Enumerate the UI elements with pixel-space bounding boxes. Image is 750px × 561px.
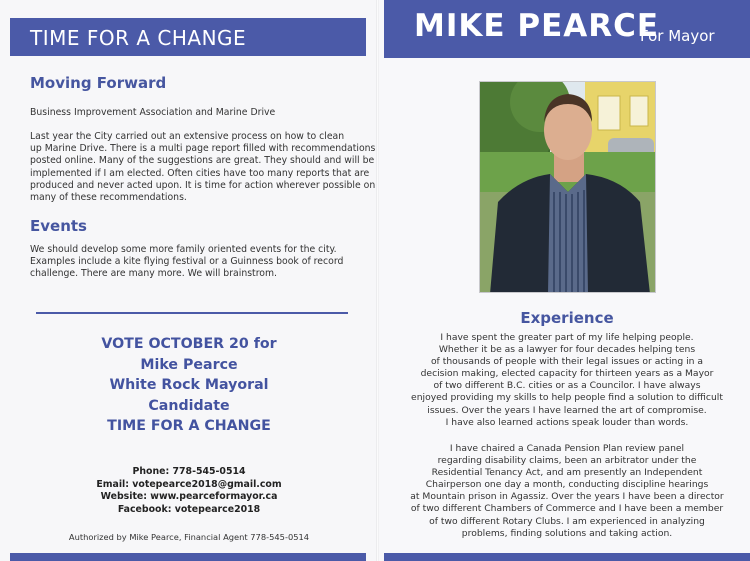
experience-paragraph-1 — [398, 332, 736, 429]
events-heading: Events — [30, 217, 87, 235]
text-line: many of these recommendations. — [30, 192, 187, 204]
text-line: implemented if I am elected. Often cities have too many reports that are — [30, 167, 370, 179]
text-line: of two different B.C. cities or as a Councilor. I have always — [433, 380, 701, 392]
authorized-by: Authorized by Mike Pearce, Financial Agent 778-545-0514 — [68, 532, 310, 542]
candidate-subtitle: For Mayor — [640, 27, 715, 45]
left-header-title: TIME FOR A CHANGE — [30, 26, 247, 50]
text-line: Residential Tenancy Act, and am presently an Independent — [431, 467, 703, 479]
vote-callout — [30, 334, 348, 437]
text-line: of two different Rotary Clubs. I am experienced in analyzing — [429, 515, 705, 527]
moving-forward-heading: Moving Forward — [30, 74, 167, 92]
experience-heading: Experience — [520, 309, 614, 327]
text-line: regarding disability claims, been an arbitrator under the — [437, 455, 697, 467]
vote-line: Mike Pearce — [140, 356, 238, 373]
events-body — [30, 244, 343, 281]
text-line: produced and never acted upon. It is time for action wherever possible on — [30, 179, 376, 191]
text-line: I have also learned actions speak louder than words. — [445, 416, 689, 428]
vote-line: White Rock Mayoral — [109, 377, 269, 393]
vote-line: VOTE OCTOBER 20 for — [101, 336, 277, 352]
text-line: decision making, elected capacity for thirteen years as a Mayor — [420, 368, 714, 380]
text-line: of thousands of people with their legal issues or acting in a — [430, 356, 704, 368]
text-line: at Mountain prison in Agassiz. Over the years I have been a director — [410, 491, 724, 503]
text-line: issues. Over the years I have learned the art of compromise. — [427, 404, 707, 416]
contact-website: Website: www.pearceformayor.ca — [100, 491, 278, 503]
text-line: Whether it be as a lawyer for four decades helping tens — [438, 344, 696, 356]
contact-info — [30, 466, 348, 516]
text-line: I have spent the greater part of my life helping people. — [440, 332, 694, 343]
moving-forward-subhead: Business Improvement Association and Marine Drive — [30, 107, 276, 118]
left-header-bar — [10, 18, 366, 56]
text-line: enjoyed providing my skills to help people find a solution to difficult — [411, 392, 723, 404]
fold-crease — [376, 0, 379, 561]
contact-phone: Phone: 778-545-0514 — [132, 466, 246, 477]
contact-facebook: Facebook: votepearce2018 — [117, 503, 261, 515]
text-line: Last year the City carried out an extensive process on how to clean — [30, 131, 345, 142]
text-line: challenge. There are many more. We will brainstrom. — [30, 268, 278, 280]
text-line: up Marine Drive. There is a multi page report filled with recommendations — [30, 143, 376, 155]
candidate-name: MIKE PEARCE — [414, 8, 660, 44]
experience-paragraph-2 — [398, 443, 736, 540]
right-header-bar — [384, 0, 750, 58]
vote-line: Candidate — [148, 397, 230, 414]
contact-email: Email: votepearce2018@gmail.com — [96, 478, 282, 490]
text-line: problems, finding solutions and taking action. — [461, 527, 673, 539]
text-line: Chairperson one day a month, conducting discipline hearings — [425, 479, 709, 491]
text-line: We should develop some more family oriented events for the city. — [30, 244, 337, 255]
candidate-photo — [479, 81, 656, 293]
section-divider — [36, 312, 348, 314]
text-line: posted online. Many of the suggestions are great. They should and will be — [30, 155, 375, 167]
left-footer-bar — [10, 553, 366, 561]
text-line: Examples include a kite flying festival or a Guinness book of record — [30, 256, 344, 268]
right-footer-bar — [384, 553, 750, 561]
vote-line: TIME FOR A CHANGE — [107, 418, 271, 434]
text-line: I have chaired a Canada Pension Plan review panel — [449, 443, 685, 454]
moving-forward-body — [30, 131, 375, 204]
text-line: of two different Chambers of Commerce and I have been a member — [410, 503, 724, 515]
